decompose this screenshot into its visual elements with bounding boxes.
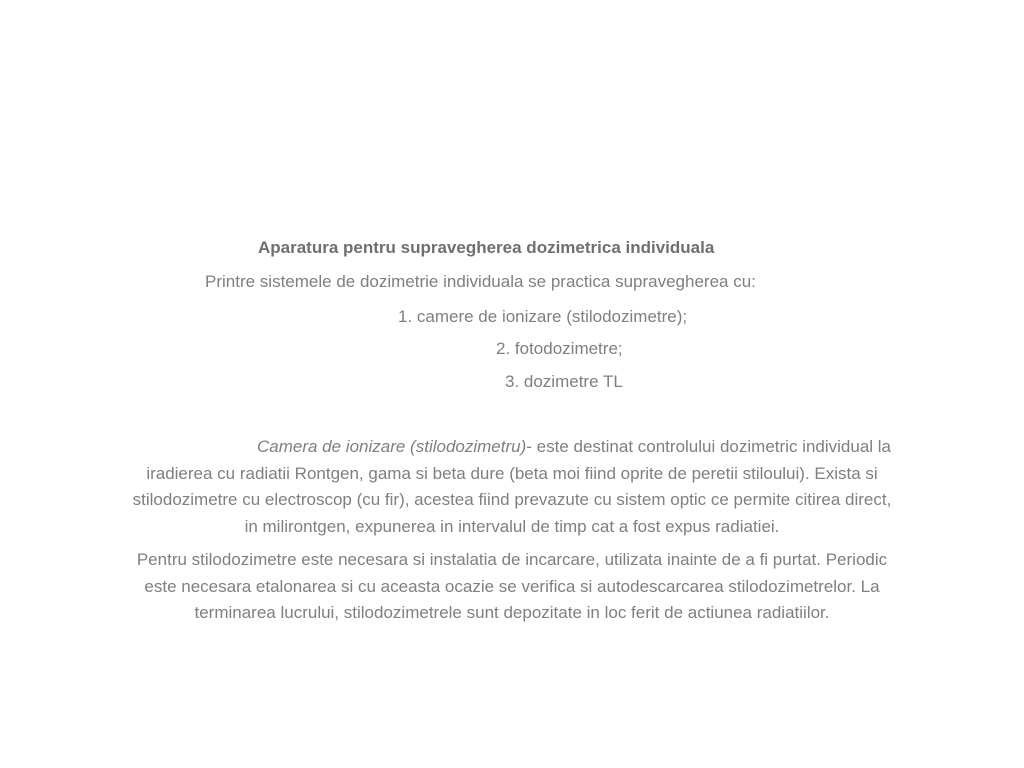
paragraph2-line1: Pentru stilodozimetre este necesara si instalatia de incarcare, utilizata inainte de a fi purtat. Periodic bbox=[136, 550, 888, 569]
slide-heading: Aparatura pentru supravegherea dozimetrica individuala bbox=[258, 238, 715, 257]
paragraph1-line4: in milirontgen, expunerea in intervalul de timp cat a fost expus radiatiei. bbox=[244, 516, 780, 536]
ionization-chamber-term: Camera de ionizare (stilodozimetru) bbox=[256, 437, 527, 456]
ionization-chamber-paragraph bbox=[40, 434, 984, 540]
intro-text: Printre sistemele de dozimetrie individuala se practica supravegherea cu: bbox=[205, 272, 756, 291]
charging-paragraph bbox=[40, 547, 984, 627]
list-item-ionization-chambers: 1. camere de ionizare (stilodozimetre); bbox=[398, 307, 688, 326]
paragraph1-line3: stilodozimetre cu electroscop (cu fir), acestea fiind prevazute cu sistem optic ce permite citirea direct, bbox=[132, 490, 892, 509]
paragraph2-line3: terminarea lucrului, stilodozimetrele sunt depozitate in loc ferit de actiunea radiatiilor. bbox=[194, 603, 830, 622]
paragraph1-line1: - este destinat controlului dozimetric individual la bbox=[526, 437, 892, 456]
paragraph2-line2: este necesara etalonarea si cu aceasta ocazie se verifica si autodescarcarea stilodozimetrelor. La bbox=[144, 576, 880, 596]
list-item-tl-dosimeters: 3. dozimetre TL bbox=[505, 372, 623, 391]
list-item-photodosimeters: 2. fotodozimetre; bbox=[496, 339, 623, 358]
paragraph1-line2: iradierea cu radiatii Rontgen, gama si beta dure (beta moi fiind oprite de peretii stiloului). Exista si bbox=[146, 463, 878, 483]
